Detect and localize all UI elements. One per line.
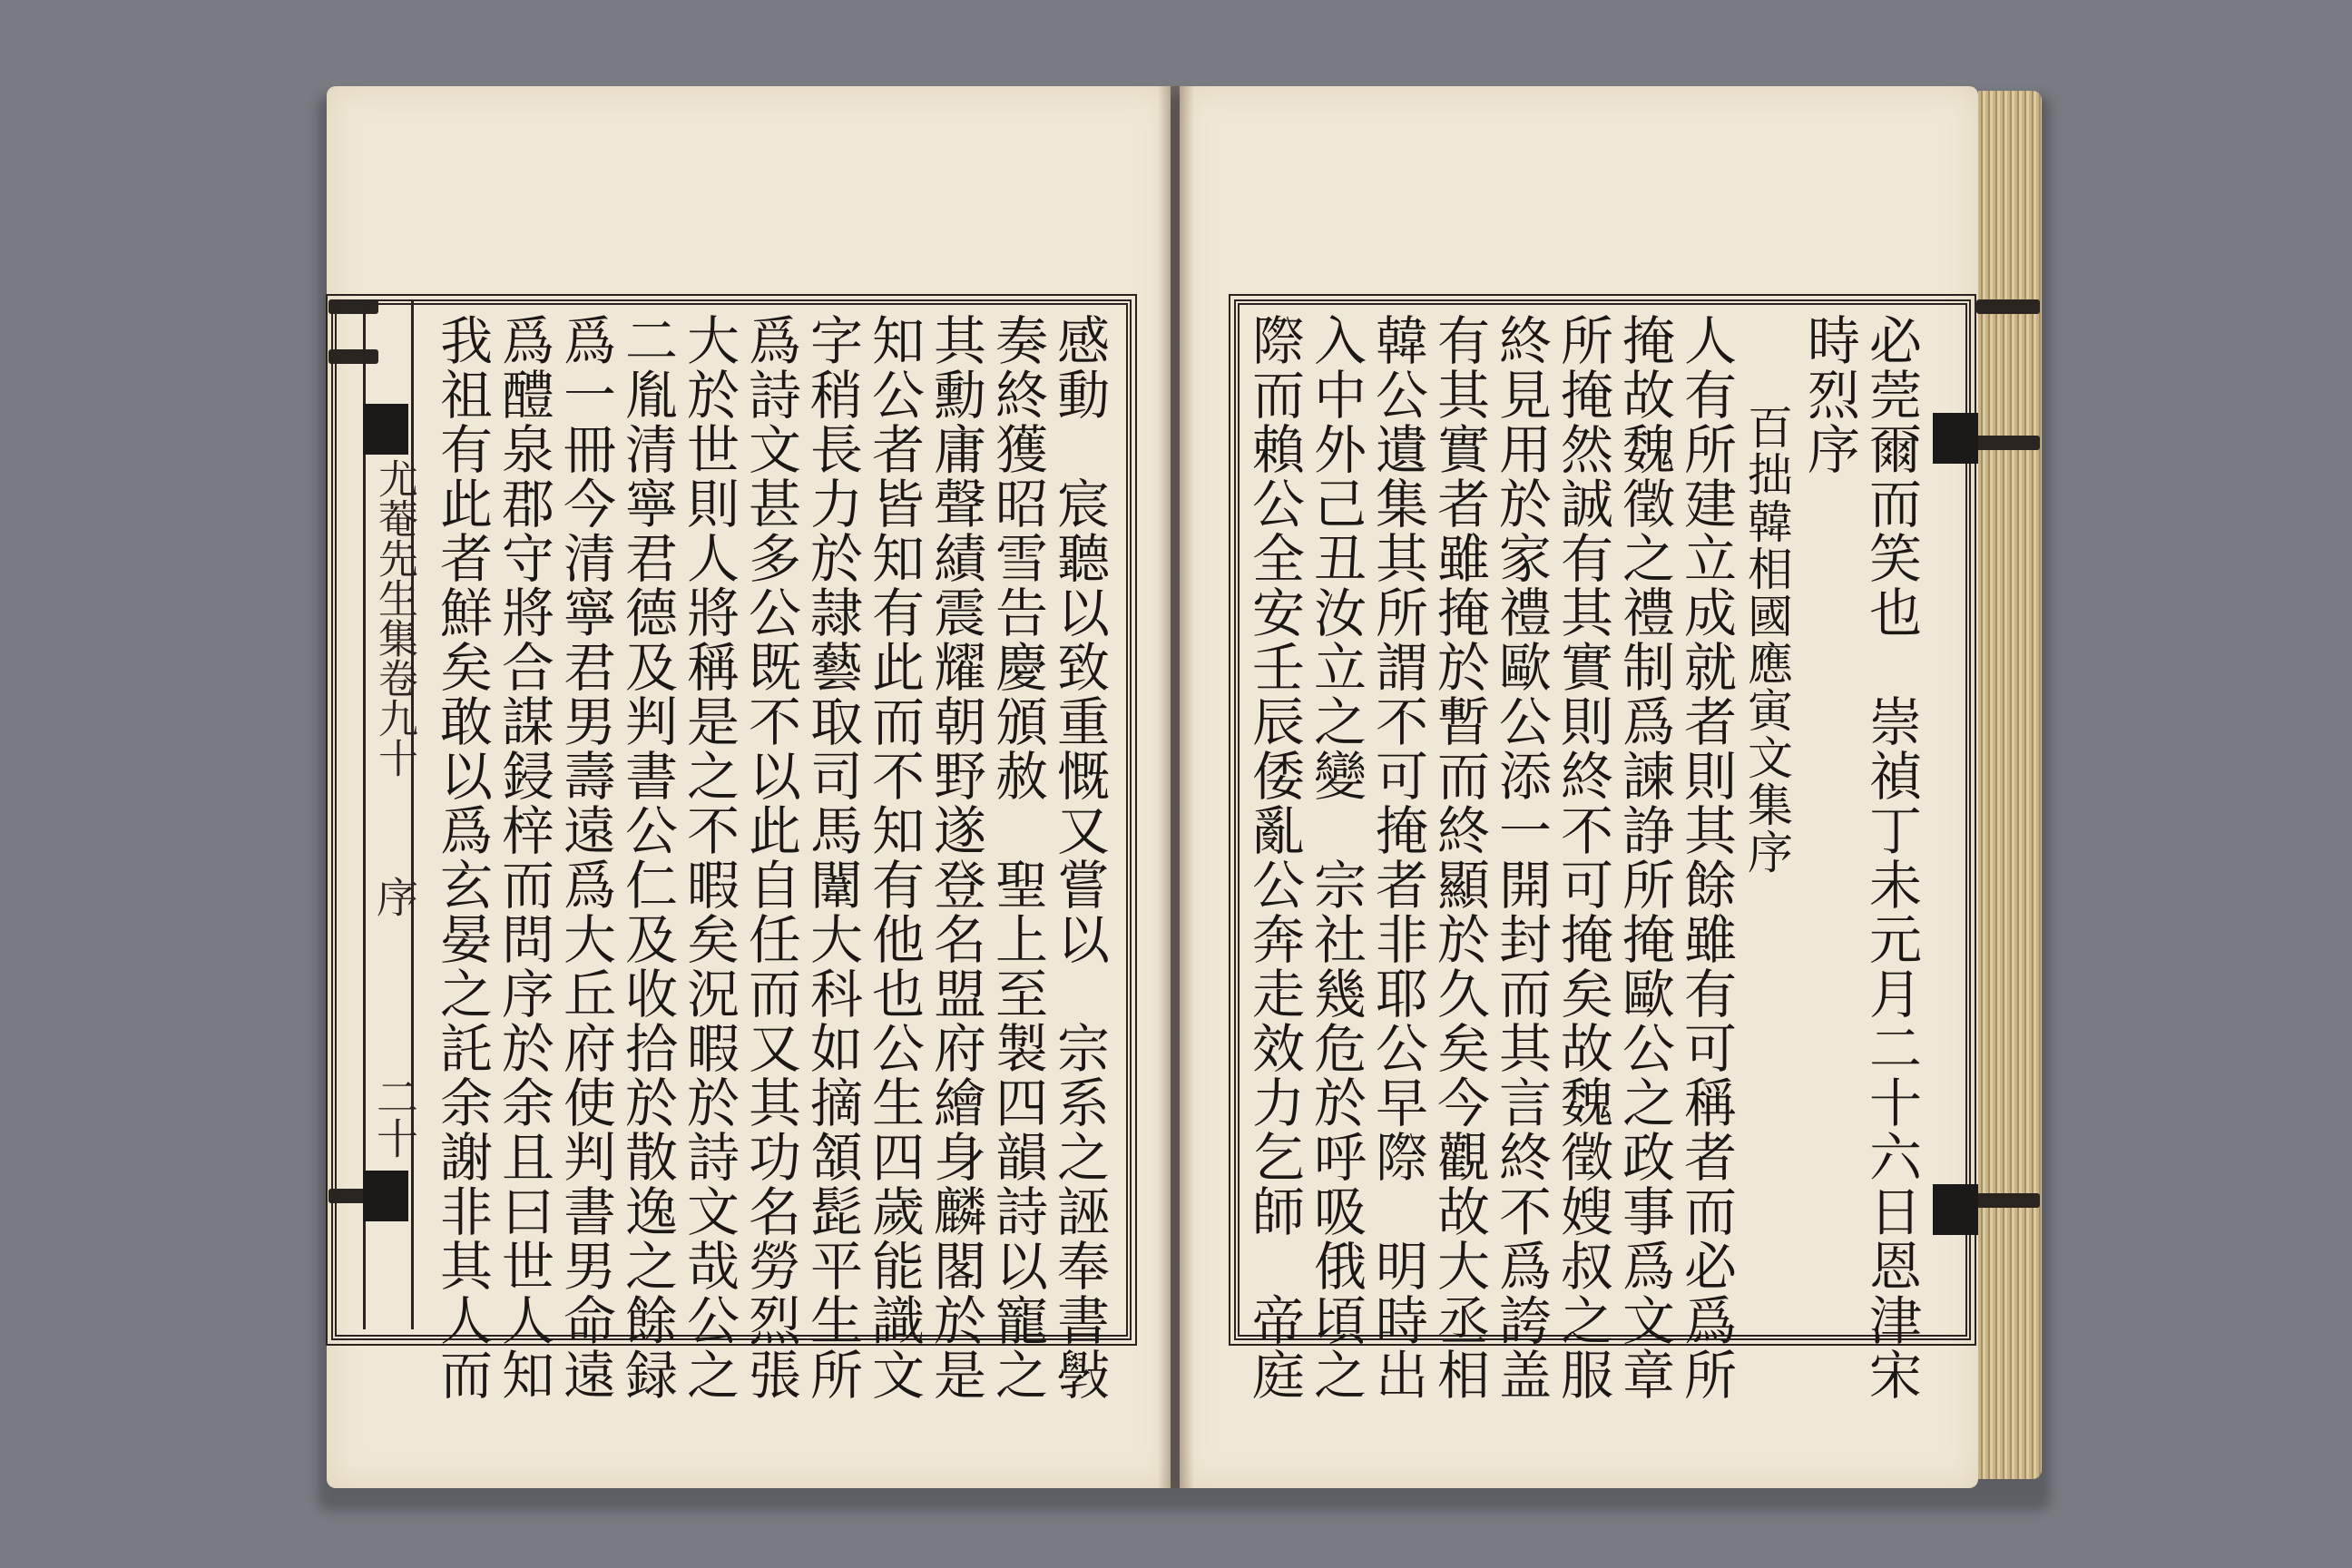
right-column-5: 掩故魏徵之禮制爲諫諍所掩歐公之政事爲文章 bbox=[1613, 313, 1675, 1402]
book-gutter bbox=[1158, 86, 1194, 1488]
right-column-1: 必莞爾而笑也 崇禎丁未元月二十六日恩津宋 bbox=[1860, 313, 1922, 1402]
left-column-8: 二胤清寧君德及判書公仁及收拾於散逸之餘録 bbox=[616, 313, 678, 1402]
fish-tail-mark-top-right bbox=[1933, 413, 1978, 464]
left-column-11: 我祖有此者鮮矣敢以爲玄晏之託余謝非其人而 bbox=[431, 313, 493, 1402]
right-column-10: 入中外己丑汝立之變 宗社幾危於呼吸俄頃之 bbox=[1305, 313, 1367, 1402]
left-column-9: 爲一冊今清寧君男壽遠爲大丘府使判書男命遠 bbox=[554, 313, 616, 1402]
stitch-upper-right bbox=[1976, 436, 2040, 450]
stitch-top-right bbox=[1976, 299, 2040, 314]
left-column-4: 知公者皆知有此而不知有他也公生四歲能識文 bbox=[863, 313, 925, 1402]
right-column-4: 人有所建立成就者則其餘雖有可稱者而必爲所 bbox=[1675, 313, 1737, 1402]
section-label: 序 bbox=[370, 876, 419, 917]
left-column-7: 大於世則人將稱是之不暇矣況暇於詩文哉公之 bbox=[678, 313, 740, 1402]
fish-tail-mark-bottom-right bbox=[1933, 1184, 1978, 1235]
left-column-3: 其勳庸聲績震耀朝野遂登名盟府繪身麟閣於是 bbox=[925, 313, 986, 1402]
right-column-8: 有其實者雖掩於暫而終顯於久矣今觀故大丞相 bbox=[1428, 313, 1490, 1402]
right-column-2: 時烈序 bbox=[1798, 313, 1860, 476]
left-column-10: 爲醴泉郡守將合謀鋟梓而問序於余且曰世人知 bbox=[493, 313, 554, 1402]
right-column-6: 所掩然誠有其實則終不可掩矣故魏徵嫂叔之服 bbox=[1552, 313, 1613, 1402]
left-column-5: 字稍長力於隷藝取司馬闈大科如摘頷髭平生所 bbox=[801, 313, 863, 1402]
right-column-7: 終見用於家禮歐公添一開封而其言終不爲誇盖 bbox=[1490, 313, 1552, 1402]
fish-tail-mark-top-left bbox=[363, 404, 408, 455]
left-column-2: 奏終獲昭雪告慶頒赦 聖上至製四韻詩以寵之 bbox=[986, 313, 1048, 1402]
page-number: 二十 bbox=[370, 1075, 419, 1159]
right-column-11: 際而賴公全安壬辰倭亂公奔走效力乞師 帝庭 bbox=[1243, 313, 1305, 1402]
left-column-6: 爲詩文甚多公既不以此自任而又其功名勞烈張 bbox=[740, 313, 801, 1402]
volume-title: 尤菴先生集卷九十 bbox=[371, 458, 417, 778]
fish-tail-mark-bottom-left bbox=[363, 1171, 408, 1221]
stitch-lower-right bbox=[1976, 1193, 2040, 1208]
right-column-9: 韓公遺集其所謂不可掩者非耶公早際 明時出 bbox=[1367, 313, 1428, 1402]
right-column-3-heading: 百拙韓相國應寅文集序 bbox=[1740, 404, 1793, 876]
left-column-1: 感動 宸聽以致重慨又嘗以 宗系之誣奉書斅 bbox=[1048, 313, 1110, 1402]
